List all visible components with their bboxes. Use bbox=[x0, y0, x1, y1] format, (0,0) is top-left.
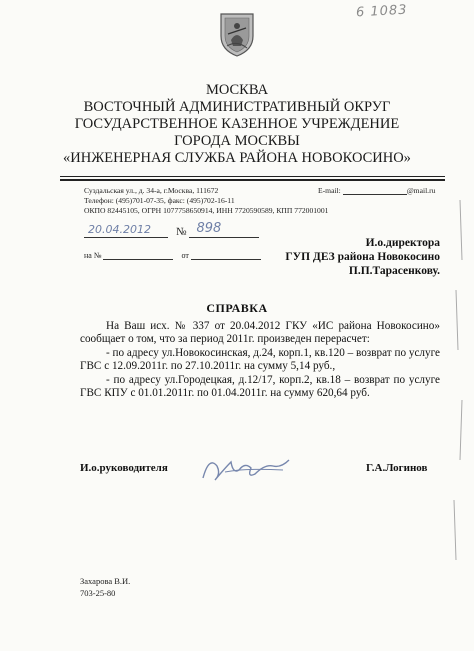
body-paragraph: На Ваш исх. № 337 от 20.04.2012 ГКУ «ИС района Новокосино» сообщает о том, что за период 2011г. произведен перерасчет: bbox=[80, 320, 440, 346]
registration-line bbox=[84, 221, 259, 238]
ref-label: на № bbox=[84, 251, 102, 260]
header-line: МОСКВА bbox=[205, 82, 269, 98]
header-divider bbox=[60, 179, 445, 181]
email-blank-line bbox=[343, 186, 407, 195]
addressee-line: ГУП ДЕЗ района Новокосино bbox=[285, 251, 440, 263]
body-paragraph: - по адресу ул.Городецкая, д.12/17, корп.2, кв.18 – возврат по услуге ГВС КПУ с 01.01.2011г. по 01.04.2011г. на сумму 620,64 руб. bbox=[80, 373, 440, 400]
handwritten-signature-icon bbox=[195, 448, 295, 488]
email-block bbox=[318, 186, 435, 195]
signer-name: Г.А.Логинов bbox=[366, 462, 428, 474]
header-line: ГОСУДАРСТВЕННОЕ КАЗЕННОЕ УЧРЕЖДЕНИЕ bbox=[74, 116, 400, 132]
institution-header bbox=[0, 82, 474, 167]
executor-block bbox=[80, 575, 130, 599]
phone-text: Телефон: (495)701-07-35, факс: (495)702-16-11 bbox=[84, 196, 235, 205]
executor-phone: 703-25-80 bbox=[80, 588, 116, 598]
from-label: от bbox=[181, 251, 189, 260]
moscow-emblem-icon bbox=[217, 10, 257, 58]
email-domain: @mail.ru bbox=[406, 186, 436, 195]
ref-blank bbox=[103, 250, 173, 260]
number-blank bbox=[189, 221, 259, 238]
address-text: Суздальская ул., д. 34-а, г.Москва, 111672 bbox=[84, 186, 219, 195]
header-line: ГОРОДА МОСКВЫ bbox=[174, 133, 300, 149]
signer-position: И.о.руководителя bbox=[80, 462, 168, 474]
body-paragraph: - по адресу ул.Новокосинская, д.24, корп.1, кв.120 – возврат по услуге ГВС с 12.09.2011г. по 27.10.2011г. на сумму 5,14 руб., bbox=[80, 346, 440, 373]
email-label: E-mail: bbox=[318, 186, 341, 195]
document-body bbox=[80, 320, 440, 400]
addressee-line: И.о.директора bbox=[365, 237, 440, 249]
date-blank bbox=[84, 223, 168, 238]
reference-line bbox=[84, 250, 261, 260]
corner-handwritten-note: 6 1083 bbox=[355, 2, 408, 21]
handwritten-date: 20.04.2012 bbox=[88, 223, 151, 236]
addressee-line: П.П.Тарасенкову. bbox=[348, 265, 440, 277]
addressee-block bbox=[285, 236, 440, 278]
executor-name: Захарова В.И. bbox=[80, 576, 131, 586]
header-line: «ИНЖЕНЕРНАЯ СЛУЖБА РАЙОНА НОВОКОСИНО» bbox=[63, 150, 411, 166]
codes-text: ОКПО 82445105, ОГРН 1077758650914, ИНН 7720590589, КПП 772001001 bbox=[84, 206, 329, 215]
header-divider bbox=[60, 176, 445, 177]
document-title: СПРАВКА bbox=[206, 301, 268, 315]
scan-edge-marks bbox=[450, 200, 466, 620]
handwritten-number: 898 bbox=[196, 221, 222, 236]
from-blank bbox=[191, 250, 261, 260]
contact-block bbox=[84, 186, 328, 216]
number-sign: № bbox=[176, 226, 187, 238]
header-line: ВОСТОЧНЫЙ АДМИНИСТРАТИВНЫЙ ОКРУГ bbox=[83, 99, 391, 115]
